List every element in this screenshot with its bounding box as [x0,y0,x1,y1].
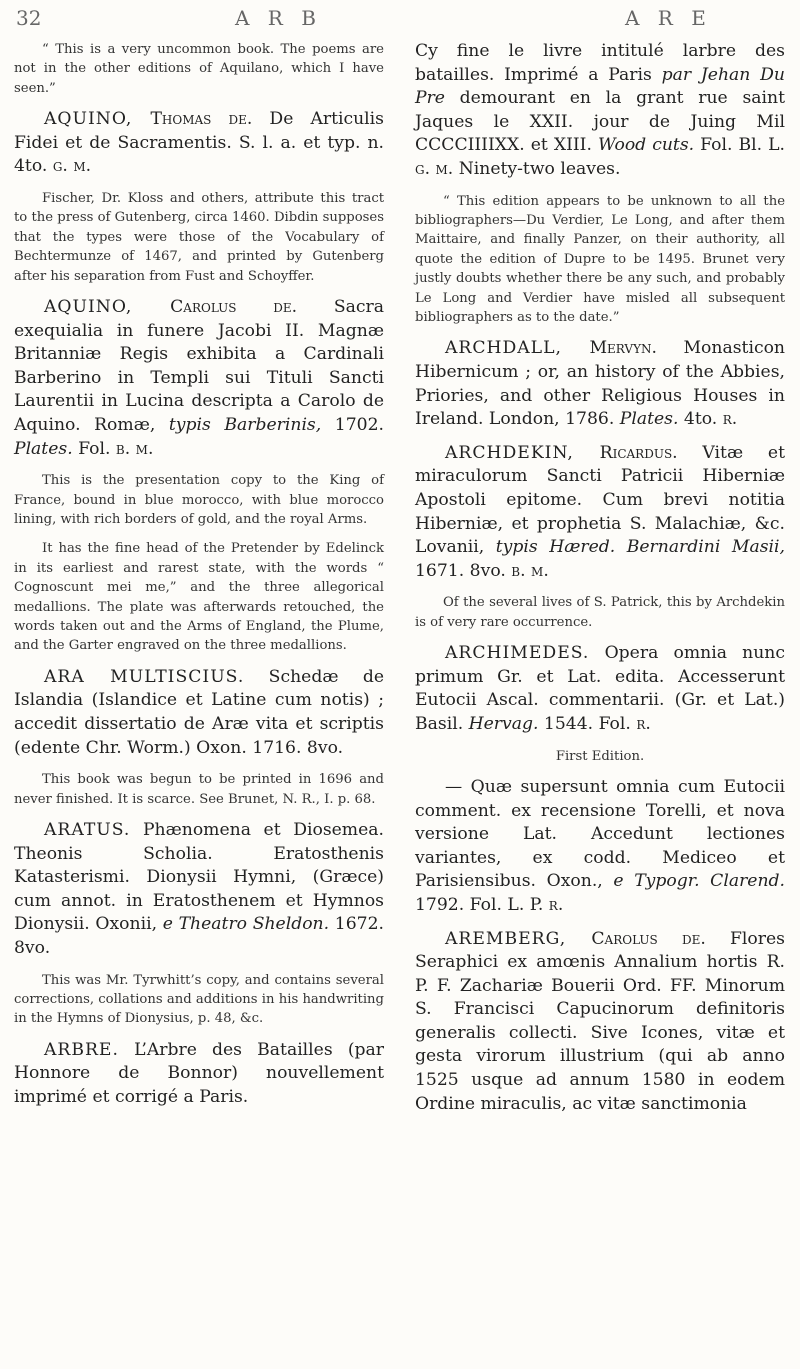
note-aratus: This was Mr. Tyrwhitt’s copy, and contains several corrections, collations and additions in his handwriting in the Hymns of Dionysius, p. 48, &c. [14,972,384,1027]
page-header [0,6,800,34]
note-aquilano: “ This is a very uncommon book. The poems are not in the other editions of Aquilano, which I have seen.” [14,42,384,96]
note-archdekin: Of the several lives of S. Patrick, this by Archdekin is of very rare occurrence. [415,595,785,630]
entry-aremberg: AREMBERG, Carolus de. Flores Seraphici ex amœnis Annalium hortis R. P. F. Zachariæ Bouerii Ord. FF. Minorum S. Francisci Capucinorum definitoris generalis collecti. Sive Icones, vitæ et gesta virorum illustrium (qui ab anno 1525 usque ad annum 1580 in eodem Ordine miraculis, ac vitæ sanctimonia [415,928,785,1114]
right-running-head: A R E [625,6,712,30]
entry-archimedes: ARCHIMEDES. Opera omnia nunc primum Gr. et Lat. edita. Accesserunt Eutocii Ascal. commentarii. (Gr. et Lat.) Basil. Hervag. 1544. Fol. r. [415,643,785,734]
entry-archdall: ARCHDALL, Mervyn. Monasticon Hibernicum ; or, an history of the Abbies, Priories, and other Religious Houses in Ireland. London, 1786. Plates. 4to. r. [415,338,785,430]
entry-arbre-continued: Cy fine le livre intitulé larbre des batailles. Imprimé a Paris par Jehan Du Pre demourant en la grant rue saint Jaques le XXII. jour de Juing Mil CCCCIIIIXX. et XIII. Wood cuts. Fol. Bl. L. g. m. Ninety-two leaves. [415,41,786,179]
right-column [415,40,785,1126]
entry-aquino-thomas: AQUINO, Thomas de. De Articulis Fidei et de Sacramentis. S. l. a. et typ. n. 4to. g. m. [14,109,384,177]
entry-archimedes-opera: — Quæ supersunt omnia cum Eutocii comment. ex recensione Torelli, et nova versione Lat. Accedunt lectiones variantes, ex codd. Mediceo et Parisiensibus. Oxon., e Typogr. Clarend. 1792. Fol. L. P. r. [415,776,785,915]
entry-archdekin: ARCHDEKIN, Ricardus. Vitæ et miraculorum Sancti Patricii Hiberniæ Apostoli epitome. Cum brevi notitia Hiberniæ, et prophetia S. Malachiæ, &c. Lovanii, typis Hæred. Bernardini Masii, 1671. 8vo. b. m. [415,442,785,581]
note-aquino-carolus-2: It has the fine head of the Pretender by Edelinck in its earliest and rarest state, with the words “ Cognoscunt mei me,” and the three allegorical medallions. The plate was afterwards retouched, the words taken out and the Arms of England, the Plume, and the Garter engraved on the three medallions. [14,541,384,654]
page-number: 32 [16,6,42,30]
note-first-edition: First Edition. [555,748,645,764]
note-aquino-carolus-1: This is the presentation copy to the King of France, bound in blue morocco, with blue morocco lining, with rich borders of gold, and the royal Arms. [14,473,384,527]
note-arbre: “ This edition appears to be unknown to all the bibliographers—Du Verdier, Le Long, and after them Maittaire, and finally Panzer, on their authority, all quote the edition of Dupre to be 1495. Brunet very justly doubts whether there be any such, and probably Le Long and Verdier have misled all subsequent bibliographers as to the date.” [415,193,785,325]
left-running-head: A R B [235,6,322,30]
left-column [14,40,384,1120]
entry-arbre: ARBRE. L’Arbre des Batailles (par Honnore de Bonnor) nouvellement imprimé et corrigé a Paris. [14,1039,384,1107]
note-aquino-thomas: Fischer, Dr. Kloss and others, attribute this tract to the press of Gutenberg, circa 1460. Dibdin supposes that the types were those of the Vocabulary of Bechtermunze of 1467, and printed by Gutenberg after his separation from Fust and Schoyffer. [14,191,384,284]
note-ara-multiscius: This book was begun to be printed in 1696 and never finished. It is scarce. See Brunet, N. R., I. p. 68. [14,772,384,807]
entry-aquino-carolus: AQUINO, Carolus de. Sacra exequialia in funere Jacobi II. Magnæ Britanniæ Regis exhibita a Cardinali Barberino in Templi sui Tituli Sancti Laurentii in Lucina descripta a Carolo de Aquino. Romæ, typis Barberinis, 1702. Plates. Fol. b. m. [14,297,384,459]
entry-aratus: ARATUS. Phænomena et Diosemea. Theonis Scholia. Eratosthenis Katasterismi. Dionysii Hymni, (Græce) cum annot. in Eratosthenem et Hymnos Dionysii. Oxonii, e Theatro Sheldon. 1672. 8vo. [14,820,384,958]
entry-ara-multiscius: ARA MULTISCIUS. Schedæ de Islandia (Islandice et Latine cum notis) ; accedit dissertatio de Aræ vita et scriptis (edente Chr. Worm.) Oxon. 1716. 8vo. [14,666,385,758]
